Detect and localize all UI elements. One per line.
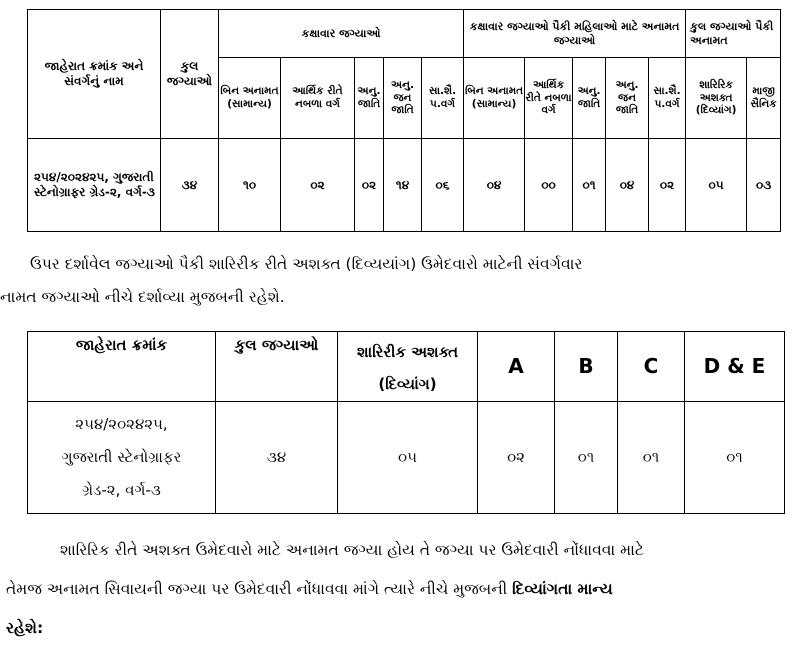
- post-line: ગ્રેડ-૨, વર્ગ-૩: [82, 481, 161, 499]
- header-women-sebc: સા.શૈ. પ.વર્ગ: [649, 58, 686, 139]
- paragraph-emphasis: દિવ્યાંગતા માન્ય: [512, 580, 613, 598]
- ex-servicemen-cell: ૦૩: [747, 139, 781, 232]
- women-sebc-cell: ૦૨: [649, 139, 686, 232]
- header-women-unreserved: બિન અનામત (સામાન્ય): [464, 58, 525, 139]
- header-ex-servicemen: માજી સૈનિક: [747, 58, 781, 139]
- header-category-b: B: [555, 332, 618, 402]
- header-disabled: શારિરીક અશક્ત (દિવ્યાંગ): [338, 332, 478, 402]
- ews-cell: ૦૨: [281, 139, 355, 232]
- header-st: અનુ. જન જાતિ: [384, 58, 422, 139]
- post-name-cell: [28, 402, 216, 514]
- sc-cell: ૦૨: [355, 139, 384, 232]
- women-unreserved-cell: ૦૪: [464, 139, 525, 232]
- header-women-sc: અનુ. જાતિ: [573, 58, 606, 139]
- post-line: ગુજરાતી સ્ટેનોગ્રાફર: [61, 448, 182, 466]
- post-name-cell: ૨૫૪/૨૦૨૪૨૫, ગુજરાતી સ્ટેનોગ્રાફર ગ્રેડ-૨, વર્ગ-૩: [28, 139, 161, 232]
- unreserved-cell: ૧૦: [219, 139, 281, 232]
- header-disabled: શારિરિક અશક્ત (દિવ્યાંગ): [686, 58, 747, 139]
- header-women-reserved: કક્ષાવાર જગ્યાઓ પૈકી મહિલાઓ માટે અનામત જગ્યાઓ: [464, 10, 686, 58]
- table-row: [28, 139, 781, 232]
- women-sc-cell: ૦૧: [573, 139, 606, 232]
- category-b-cell: ૦૧: [555, 402, 618, 514]
- header-total-posts: કુલ જગ્યાઓ: [216, 332, 338, 402]
- category-a-cell: ૦૨: [478, 402, 555, 514]
- women-ews-cell: ૦૦: [525, 139, 573, 232]
- paragraph-line: રહેશે:: [6, 619, 44, 637]
- paragraph-line: નામત જગ્યાઓ નીચે દર્શાવ્યા મુજબની રહેશે.: [0, 288, 285, 306]
- paragraph-line: શારિરિક રીતે અશક્ત ઉમેદવારો માટે અનામત જગ્યા હોય તે જગ્યા પર ઉમેદવારી નોંધાવવા માટે: [60, 541, 644, 559]
- women-st-cell: ૦૪: [606, 139, 649, 232]
- header-women-ews: આર્થિક રીતે નબળા વર્ગ: [525, 58, 573, 139]
- paragraph-text: તેમજ અનામત સિવાયની જગ્યા પર ઉમેદવારી નોંધાવવા માંગે ત્યારે નીચે મુજબની: [6, 580, 513, 598]
- paragraph-line: [0, 570, 806, 609]
- header-category-c: C: [618, 332, 685, 402]
- disabled-category-table: [27, 331, 785, 514]
- header-total-reserved: કુલ જગ્યાઓ પૈકી અનામત: [686, 10, 781, 58]
- st-cell: ૧૪: [384, 139, 422, 232]
- header-category-a: A: [478, 332, 555, 402]
- header-sebc: સા.શૈ. પ.વર્ગ: [422, 58, 464, 139]
- header-post-name: જાહેરાત ક્રમાંક અને સંવર્ગનું નામ: [28, 10, 161, 139]
- post-line: ૨૫૪/૨૦૨૪૨૫,: [75, 415, 168, 433]
- header-ews: આર્થિક રીતે નબળા વર્ગ: [281, 58, 355, 139]
- header-total-posts: કુલ જગ્યાઓ: [161, 10, 219, 139]
- total-cell: ૩૪: [216, 402, 338, 514]
- table-row: [28, 402, 785, 514]
- header-unreserved: બિન અનામત (સામાન્ય): [219, 58, 281, 139]
- sebc-cell: ૦૬: [422, 139, 464, 232]
- paragraph-disability-criteria: [0, 531, 806, 648]
- header-advt-no: જાહેરાત ક્રમાંક: [28, 332, 216, 402]
- total-cell: ૩૪: [161, 139, 219, 232]
- category-c-cell: ૦૧: [618, 402, 685, 514]
- paragraph-line: ઉપર દર્શાવેલ જગ્યાઓ પૈકી શારિરીક રીતે અશક્ત (દિવ્યયાંગ) ઉમેદવારો માટેની સંવર્ગવાર: [30, 255, 583, 273]
- category-de-cell: ૦૧: [685, 402, 785, 514]
- header-women-st: અનુ. જન જાતિ: [606, 58, 649, 139]
- header-sc: અનુ. જાતિ: [355, 58, 384, 139]
- header-category-wise: કક્ષાવાર જગ્યાઓ: [219, 10, 464, 58]
- paragraph-disabled-posts-intro: [0, 248, 806, 314]
- disabled-cell: ૦૫: [338, 402, 478, 514]
- disabled-cell: ૦૫: [686, 139, 747, 232]
- header-category-de: D & E: [685, 332, 785, 402]
- category-wise-posts-table: [27, 9, 781, 232]
